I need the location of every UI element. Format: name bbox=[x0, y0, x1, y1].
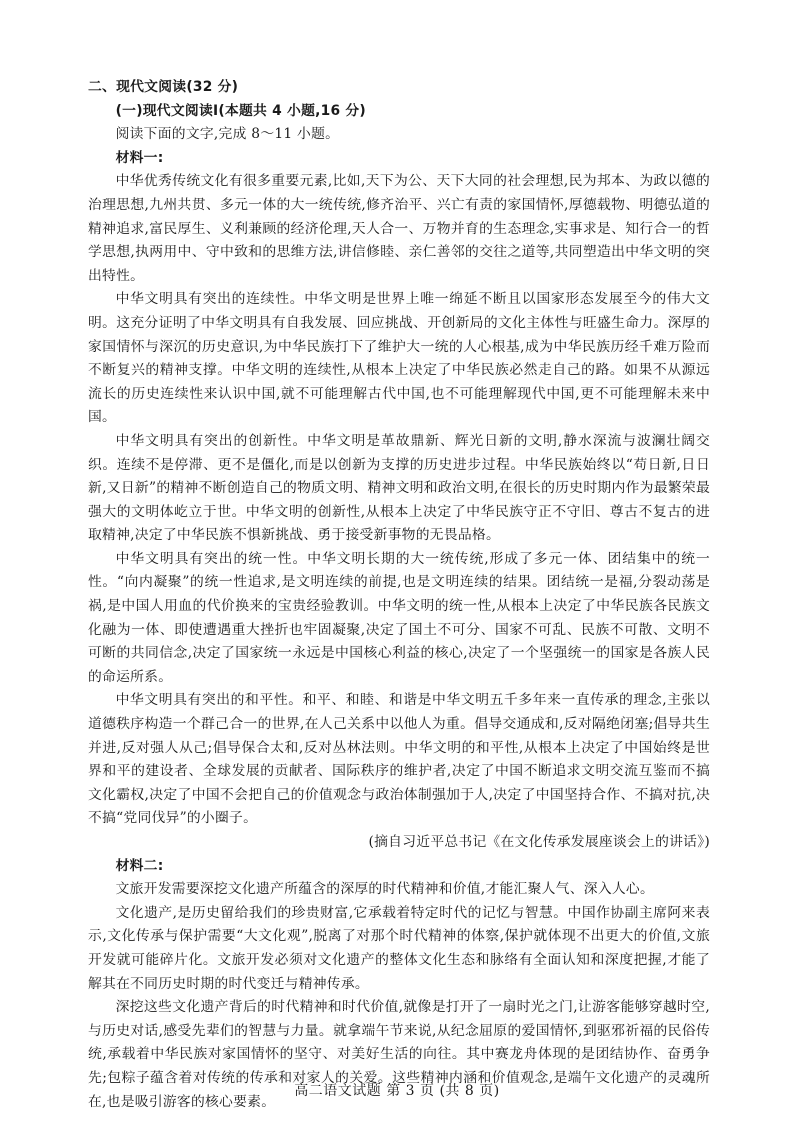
reading-instruction: 阅读下面的文字,完成 8～11 小题。 bbox=[115, 126, 340, 143]
material-one-paragraph: 中华文明具有突出的统一性。中华文明长期的大一统传统,形成了多元一体、团结集中的统一性。“向内凝聚”的统一性追求,是文明连续的前提,也是文明连续的结果。团结统一是福,分裂动荡是祸,是中国人用血的代价换来的宝贵经验教训。中华文明的统一性,从根本上决定了中华民族各民族文化融为一体、即使遭遇重大挫折也牢固凝聚,决定了国土不可分、国家不可乱、民族不可散、文明不可断的共同信念,决定了国家统一永远是中国核心利益的核心,决定了一个坚强统一的国家是各族人民的命运所系。 bbox=[88, 550, 710, 685]
page-content bbox=[88, 76, 710, 1114]
material-one-label: 材料一: bbox=[115, 149, 164, 166]
material-one-paragraph: 中华文明具有突出的和平性。和平、和睦、和谐是中华文明五千多年来一直传承的理念,主张以道德秩序构造一个群己合一的世界,在人己关系中以他人为重。倡导交通成和,反对隔绝闭塞;倡导共生并进,反对强人从己;倡导保合太和,反对丛林法则。中华文明的和平性,从根本上决定了中国始终是世界和平的建设者、全球发展的贡献者、国际秩序的维护者,决定了中国不断追求文明交流互鉴而不搞文化霸权,决定了中国不会把自己的价值观念与政治体制强加于人,决定了中国坚持合作、不搞对抗,决不搞“党同伐异”的小圈子。 bbox=[88, 692, 710, 827]
material-two-paragraph: 文化遗产,是历史留给我们的珍贵财富,它承载着特定时代的记忆与智慧。中国作协副主席阿来表示,文化传承与保护需要“大文化观”,脱离了对那个时代精神的体察,保护就体现不出更大的价值,文旅开发就可能碎片化。文旅开发必须对文化遗产的整体文化生态和脉络有全面认知和深度把握,才能了解其在不同历史时期的时代变迁与精神传承。 bbox=[88, 904, 710, 992]
material-one-paragraph: 中华文明具有突出的创新性。中华文明是革故鼎新、辉光日新的文明,静水深流与波澜壮阔交织。连续不是停滞、更不是僵化,而是以创新为支撑的历史进步过程。中华民族始终以“苟日新,日日新,又日新”的精神不断创造自己的物质文明、精神文明和政治文明,在很长的历史时期内作为最繁荣最强大的文明体屹立于世。中华文明的创新性,从根本上决定了中华民族守正不守旧、尊古不复古的进取精神,决定了中华民族不惧新挑战、勇于接受新事物的无畏品格。 bbox=[88, 432, 710, 544]
material-one-paragraph: 中华文明具有突出的连续性。中华文明是世界上唯一绵延不断且以国家形态发展至今的伟大文明。这充分证明了中华文明具有自我发展、回应挑战、开创新局的文化主体性与旺盛生命力。深厚的家国情怀与深沉的历史意识,为中华民族打下了维护大一统的人心根基,成为中华民族历经千难万险而不断复兴的精神支撑。中华文明的连续性,从根本上决定了中华民族必然走自己的路。如果不从源远流长的历史连续性来认识中国,就不可能理解古代中国,也不可能理解现代中国,更不可能理解未来中国。 bbox=[88, 291, 710, 426]
material-one-paragraph: 中华优秀传统文化有很多重要元素,比如,天下为公、天下大同的社会理想,民为邦本、为政以德的治理思想,九州共贯、多元一体的大一统传统,修齐治平、兴亡有责的家国情怀,厚德载物、明德弘道的精神追求,富民厚生、义利兼顾的经济伦理,天人合一、万物并育的生态理念,实事求是、知行合一的哲学思想,执两用中、守中致和的思维方法,讲信修睦、亲仁善邻的交往之道等,共同塑造出中华文明的突出特性。 bbox=[88, 173, 710, 284]
material-two-label: 材料二: bbox=[115, 857, 164, 874]
page-footer: 高二语文试题 第 3 页 (共 8 页) bbox=[294, 1083, 500, 1099]
section-subtitle: (一)现代文阅读Ⅰ(本题共 4 小题,16 分) bbox=[115, 102, 366, 119]
material-one-source: (摘自习近平总书记《在文化传承发展座谈会上的讲话》) bbox=[368, 834, 710, 850]
material-two-paragraph: 深挖这些文化遗产背后的时代精神和时代价值,就像是打开了一扇时光之门,让游客能够穿越时空,与历史对话,感受先辈们的智慧与力量。就拿端午节来说,从纪念屈原的爱国情怀,到驱邪祈福的民俗传统,承载着中华民族对家国情怀的坚守、对美好生活的向往。其中赛龙舟体现的是团结协作、奋勇争先;包粽子蕴含着对传统的传承和对家人的关爱。这些精神内涵和价值观念,是端午文化遗产的灵魂所在,也是吸引游客的核心要素。 bbox=[88, 999, 710, 1110]
section-title: 二、现代文阅读(32 分) bbox=[88, 79, 239, 95]
material-two-paragraph: 文旅开发需要深挖文化遗产所蕴含的深厚的时代精神和价值,才能汇聚人气、深入人心。 bbox=[115, 881, 655, 898]
